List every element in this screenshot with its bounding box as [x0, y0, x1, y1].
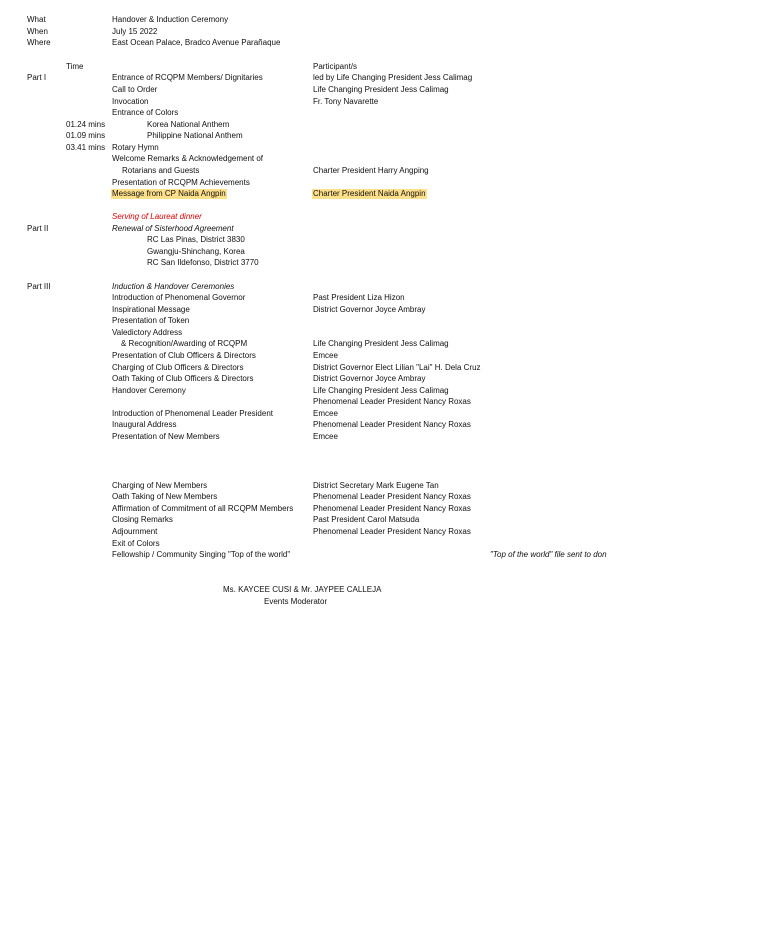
participant: Life Changing President Jess Calimag: [313, 339, 449, 348]
program-item: Welcome Remarks & Acknowledgement of: [112, 154, 264, 163]
participant-highlighted: Charter President Naida Angpin: [313, 189, 426, 198]
dinner-note: Serving of Laureat dinner: [112, 212, 202, 221]
program-item: Oath Taking of New Members: [112, 492, 218, 501]
program-item: Affirmation of Commitment of all RCQPM Members: [112, 504, 294, 513]
program-item: Inspirational Message: [112, 305, 190, 314]
program-item: & Recognition/Awarding of RCQPM: [121, 339, 248, 348]
program-item: Rotary Hymn: [112, 143, 159, 152]
participant: Phenomenal Leader President Nancy Roxas: [313, 492, 471, 501]
song-file-note: "Top of the world" file sent to don: [490, 550, 607, 559]
participant: Past President Liza Hizon: [313, 293, 405, 302]
participant: Phenomenal Leader President Nancy Roxas: [313, 504, 471, 513]
participant: Emcee: [313, 432, 338, 441]
what-value: Handover & Induction Ceremony: [112, 15, 229, 24]
part3-title: Induction & Handover Ceremonies: [112, 282, 235, 291]
program-item: Introduction of Phenomenal Governor: [112, 293, 246, 302]
time-column-header: Time: [66, 62, 84, 71]
program-item: Korea National Anthem: [147, 120, 230, 129]
moderators-names: Ms. KAYCEE CUSI & Mr. JAYPEE CALLEJA: [223, 585, 382, 594]
when-value: July 15 2022: [112, 27, 158, 36]
program-item: Adjournment: [112, 527, 158, 536]
program-item: Presentation of Club Officers & Directors: [112, 351, 256, 360]
program-item: Presentation of RCQPM Achievements: [112, 178, 250, 187]
where-label: Where: [27, 38, 51, 47]
program-item: Call to Order: [112, 85, 158, 94]
when-label: When: [27, 27, 48, 36]
program-item: Entrance of RCQPM Members/ Dignitaries: [112, 73, 263, 82]
program-item: Charging of New Members: [112, 481, 208, 490]
sister-club: RC San Ildefonso, District 3770: [147, 258, 259, 267]
program-item: Entrance of Colors: [112, 108, 179, 117]
program-item: Charging of Club Officers & Directors: [112, 363, 244, 372]
participant: Emcee: [313, 409, 338, 418]
program-item: Introduction of Phenomenal Leader President: [112, 409, 273, 418]
duration: 03.41 mins: [66, 143, 106, 152]
part2-label: Part II: [27, 224, 49, 233]
participants-column-header: Participant/s: [313, 62, 358, 71]
program-item: Oath Taking of Club Officers & Directors: [112, 374, 254, 383]
participant: Phenomenal Leader President Nancy Roxas: [313, 527, 471, 536]
participant: District Governor Joyce Ambray: [313, 374, 426, 383]
participant: Phenomenal Leader President Nancy Roxas: [313, 397, 471, 406]
program-item: Invocation: [112, 97, 149, 106]
program-item: Presentation of New Members: [112, 432, 220, 441]
participant: Past President Carol Matsuda: [313, 515, 420, 524]
participant: District Secretary Mark Eugene Tan: [313, 481, 439, 490]
duration: 01.24 mins: [66, 120, 106, 129]
participant: Life Changing President Jess Calimag: [313, 85, 449, 94]
part1-label: Part I: [27, 73, 47, 82]
participant: Phenomenal Leader President Nancy Roxas: [313, 420, 471, 429]
program-item: Valedictory Address: [112, 328, 183, 337]
program-item: Presentation of Token: [112, 316, 190, 325]
what-label: What: [27, 15, 46, 24]
participant: led by Life Changing President Jess Calimag: [313, 73, 473, 82]
program-item: Rotarians and Guests: [122, 166, 200, 175]
participant: District Governor Elect Lilian "Lai" H. Dela Cruz: [313, 363, 481, 372]
program-item: Closing Remarks: [112, 515, 173, 524]
participant: Fr. Tony Navarette: [313, 97, 379, 106]
program-item: Handover Ceremony: [112, 386, 186, 395]
program-item: Fellowship / Community Singing "Top of the world": [112, 550, 291, 559]
sister-club: RC Las Pinas, District 3830: [147, 235, 245, 244]
duration: 01.09 mins: [66, 131, 106, 140]
program-item: Philippine National Anthem: [147, 131, 243, 140]
program-item-highlighted: Message from CP Naida Angpin: [112, 189, 226, 198]
moderator-role: Events Moderator: [264, 597, 328, 606]
sister-club: Gwangju-Shinchang, Korea: [147, 247, 245, 256]
part2-title: Renewal of Sisterhood Agreement: [112, 224, 234, 233]
program-item: Exit of Colors: [112, 539, 160, 548]
part3-label: Part III: [27, 282, 51, 291]
program-item: Inaugural Address: [112, 420, 177, 429]
participant: Emcee: [313, 351, 338, 360]
participant: Life Changing President Jess Calimag: [313, 386, 449, 395]
where-value: East Ocean Palace, Bradco Avenue Parañaque: [112, 38, 281, 47]
participant: Charter President Harry Angping: [313, 166, 429, 175]
participant: District Governor Joyce Ambray: [313, 305, 426, 314]
